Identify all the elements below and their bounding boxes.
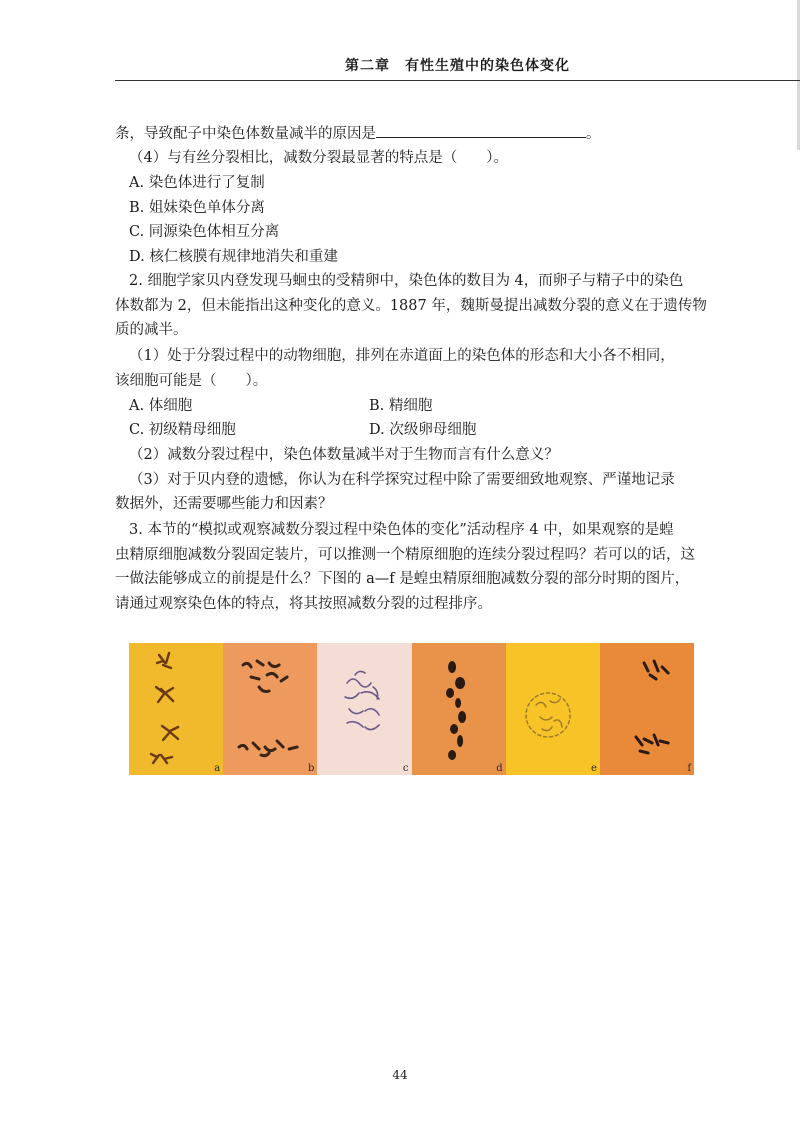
sub-question-3-line-2: 数据外，还需要哪些能力和因素？	[115, 496, 333, 512]
s1-option-b: B. 精细胞	[369, 398, 433, 414]
sub-question-2: （2）减数分裂过程中，染色体数量减半对于生物而言有什么意义？	[129, 447, 559, 463]
panel-label-c: c	[402, 763, 409, 774]
micrograph-f	[600, 643, 694, 775]
line-reason	[115, 123, 601, 144]
panel-label-a: a	[214, 763, 221, 774]
q4-option-b: B. 姐妹染色单体分离	[129, 200, 265, 216]
panel-label-f: f	[687, 763, 692, 774]
chapter-header: 第二章 有性生殖中的染色体变化	[345, 58, 570, 74]
q4-option-c: C. 同源染色体相互分离	[129, 224, 280, 240]
micrograph-a	[129, 643, 223, 775]
chromosome-image-d	[412, 643, 506, 775]
sub-question-3-line-1: （3）对于贝内登的遗憾，你认为在科学探究过程中除了需要细致地观察、严谨地记录	[129, 472, 675, 488]
problem-3-line-4: 请通过观察染色体的特点，将其按照减数分裂的过程排序。	[115, 596, 492, 612]
panel-label-e: e	[590, 763, 597, 774]
problem-3-line-3: 一做法能够成立的前提是什么？下图的 a—f 是蝗虫精原细胞减数分裂的部分时期的图片，	[115, 571, 690, 587]
micrograph-strip	[129, 643, 694, 775]
line-reason-text: 条，导致配子中染色体数量减半的原因是	[115, 126, 376, 142]
panel-label-d: d	[496, 763, 503, 774]
sub-question-1-line-1: （1）处于分裂过程中的动物细胞，排列在赤道面上的染色体的形态和大小各不相同，	[129, 348, 675, 364]
sub-question-1-line-2: 该细胞可能是（ ）。	[115, 373, 268, 389]
problem-2-line-2: 体数都为 2，但未能指出这种变化的意义。1887 年，魏斯曼提出减数分裂的意义在于遗传物	[115, 298, 707, 314]
micrograph-c	[317, 643, 411, 775]
chromosome-image-c	[317, 643, 411, 775]
q4-option-a: A. 染色体进行了复制	[129, 175, 265, 191]
problem-2-line-3: 质的减半。	[115, 322, 188, 338]
problem-2-line-1: 2. 细胞学家贝内登发现马蛔虫的受精卵中，染色体的数目为 4，而卵子与精子中的染色	[129, 273, 684, 289]
panel-label-b: b	[307, 763, 315, 774]
chromosome-image-e	[506, 643, 600, 775]
micrograph-b	[223, 643, 317, 775]
s1-option-a: A. 体细胞	[129, 398, 193, 414]
page-number: 44	[392, 1068, 408, 1082]
chromosome-image-b	[223, 643, 317, 775]
line-reason-end: 。	[586, 126, 601, 142]
micrograph-e	[506, 643, 600, 775]
header-rule	[115, 80, 800, 81]
question-4: （4）与有丝分裂相比，减数分裂最显著的特点是（ ）。	[129, 150, 508, 166]
q4-option-d: D. 核仁核膜有规律地消失和重建	[129, 249, 338, 265]
s1-option-d: D. 次级卵母细胞	[369, 422, 477, 438]
problem-3-line-2: 虫精原细胞减数分裂固定装片，可以推测一个精原细胞的连续分裂过程吗？若可以的话，这	[115, 547, 695, 563]
answer-blank[interactable]	[376, 123, 586, 138]
micrograph-d	[412, 643, 506, 775]
chromosome-image-a	[129, 643, 223, 775]
s1-option-c: C. 初级精母细胞	[129, 422, 236, 438]
problem-3-line-1: 3. 本节的“模拟或观察减数分裂过程中染色体的变化”活动程序 4 中，如果观察的是蝗	[129, 522, 674, 538]
chromosome-image-f	[600, 643, 694, 775]
